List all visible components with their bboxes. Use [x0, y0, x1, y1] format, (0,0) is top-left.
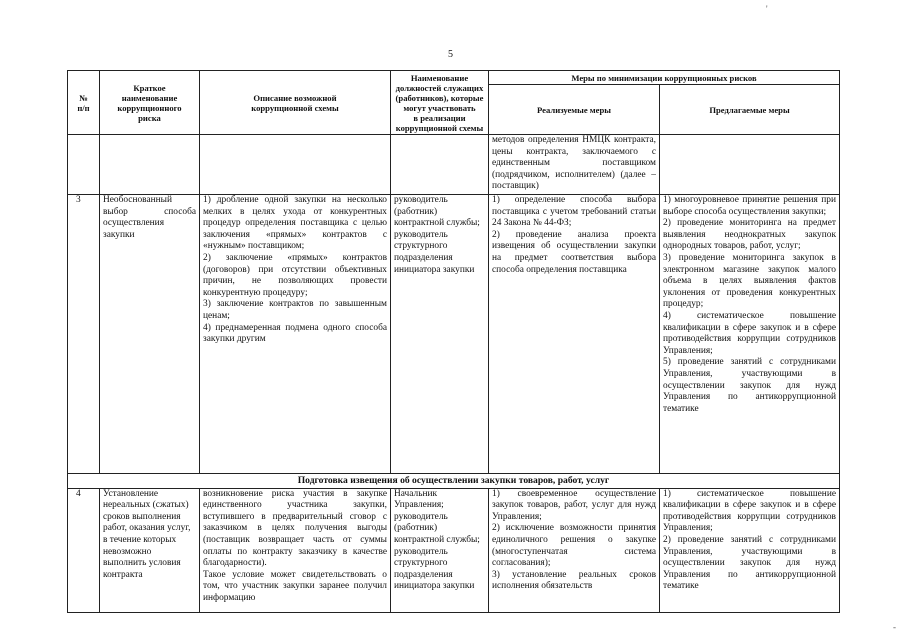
scheme-description: 1) дробление одной закупки на несколько мелких в целях ухода от конкурентных процедур определения поставщика с целью заключения «прямых» контрактов с «нужным» поставщиком; 2) заключение «прямых» контрактов (договоров) при отсутствии объективных причин, не позволяющих провести конкурентную процедуру; 3) заключение контрактов по завышенным ценам; 4) преднамеренная подмена одного способа закупки другим	[200, 195, 391, 474]
header-num: № п/п	[68, 71, 100, 135]
margin-mark-bottom: -	[893, 622, 896, 632]
continuation-row	[68, 135, 840, 195]
corruption-risk-table	[67, 70, 840, 613]
scheme-description: возникновение риска участия в закупке единственного участника закупки, вступившего в предварительный сговор с заказчиком в целях получения выгоды (поставщик возвращает часть от суммы оплаты по контракту заказчику в качестве благодарности). Такое условие может свидетельствовать о том, что участник закупки заранее получил информацию	[200, 488, 391, 612]
header-implemented: Реализуемые меры	[489, 85, 660, 135]
cell	[660, 135, 840, 195]
cell	[391, 135, 489, 195]
row-number: 3	[68, 195, 100, 474]
table-row	[68, 488, 840, 612]
header-scheme: Описание возможной коррупционной схемы	[200, 71, 391, 135]
header-measures: Меры по минимизации коррупционных рисков	[489, 71, 840, 85]
implemented-measures: 1) определение способа выбора поставщика с учетом требований статьи 24 Закона № 44-ФЗ; 2) проведение анализа проекта извещения об осуществлении закупки на предмет соответствия выбора способа определения поставщика	[489, 195, 660, 474]
risk-name: Установление нереальных (сжатых) сроков выполнения работ, оказания услуг, в течение которых невозможно выполнить условия контракта	[100, 488, 200, 612]
proposed-measures: 1) многоуровневое принятие решения при выборе способа осуществления закупки; 2) проведение мониторинга на предмет выявления неоднократных закупок однородных товаров, работ, услуг; 3) проведение мониторинга закупок в электронном магазине закупок малого объема в целях выявления фактов уклонения от проведения конкурентных процедур; 4) систематическое повышение квалификации в сфере закупок и в сфере противодействия коррупции сотрудников Управления; 5) проведение занятий с сотрудниками Управления, участвующими в осуществлении закупок для нужд Управления по антикоррупционной тематике	[660, 195, 840, 474]
row-number: 4	[68, 488, 100, 612]
cell	[200, 135, 391, 195]
cell	[100, 135, 200, 195]
implemented-measures: 1) своевременное осуществление закупок товаров, работ, услуг для нужд Управления; 2) исключение возможности принятия единоличного решения о закупке (многоступенчатая система согласования); 3) установление реальных сроков исполнения обязательств	[489, 488, 660, 612]
continuation-implemented: методов определения НМЦК контракта, цены контракта, заключаемого с единственным поставщиком (подрядчиком, исполнителем) (далее – поставщик)	[489, 135, 660, 195]
cell	[68, 135, 100, 195]
header-positions: Наименование должностей служащих (работников), которые могут участвовать в реализации коррупционной схемы	[391, 71, 489, 135]
proposed-measures: 1) систематическое повышение квалификации в сфере закупок и в сфере противодействия коррупции сотрудников Управления; 2) проведение занятий с сотрудниками Управления, участвующими в осуществлении закупок для нужд Управления по антикоррупционной тематике	[660, 488, 840, 612]
table-row	[68, 195, 840, 474]
margin-mark-top: '	[766, 4, 768, 14]
positions: Начальник Управления; руководитель (работник) контрактной службы; руководитель структурного подразделения инициатора закупки	[391, 488, 489, 612]
page-number: 5	[448, 49, 453, 60]
risk-name: Необоснованный выбор способа осуществления закупки	[100, 195, 200, 474]
positions: руководитель (работник) контрактной службы; руководитель структурного подразделения инициатора закупки	[391, 195, 489, 474]
section-title: Подготовка извещения об осуществлении закупки товаров, работ, услуг	[68, 474, 840, 489]
header-proposed: Предлагаемые меры	[660, 85, 840, 135]
section-row	[68, 474, 840, 489]
header-risk: Краткое наименование коррупционного риска	[100, 71, 200, 135]
